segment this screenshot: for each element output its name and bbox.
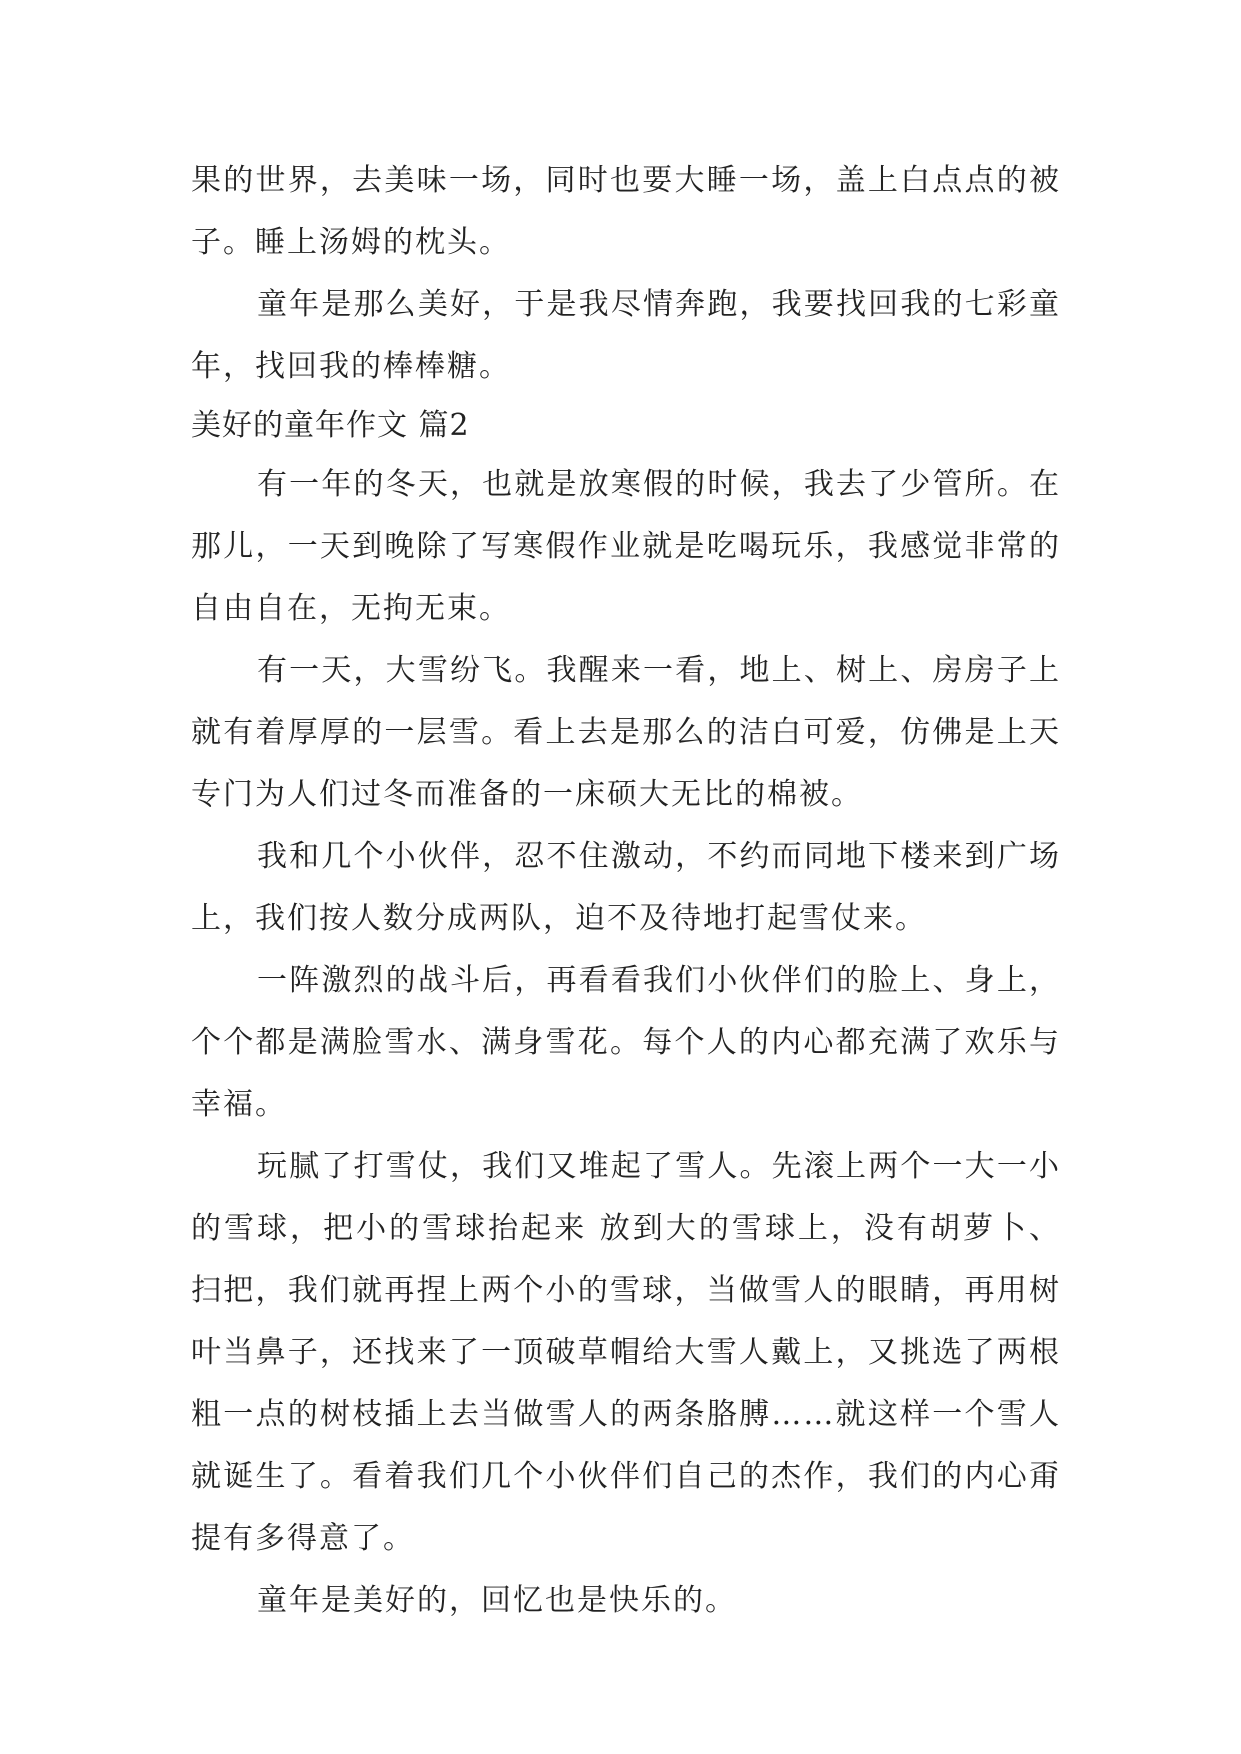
paragraph: 我和几个小伙伴，忍不住激动，不约而同地下楼来到广场上，我们按人数分成两队，迫不及待地打起雪仗来。	[191, 839, 1061, 936]
paragraph: 童年是那么美好，于是我尽情奔跑，我要找回我的七彩童年，找回我的棒棒糖。	[191, 287, 1061, 384]
section-heading: 美好的童年作文 篇2	[191, 408, 470, 443]
paragraph: 有一天，大雪纷飞。我醒来一看，地上、树上、房房子上就有着厚厚的一层雪。看上去是那么的洁白可爱，仿佛是上天专门为人们过冬而准备的一床硕大无比的棉被。	[191, 653, 1061, 812]
document-body	[191, 150, 1061, 1632]
paragraph: 一阵激烈的战斗后，再看看我们小伙伴们的脸上、身上，个个都是满脸雪水、满身雪花。每个人的内心都充满了欢乐与幸福。	[191, 963, 1061, 1122]
paragraph: 玩腻了打雪仗，我们又堆起了雪人。先滚上两个一大一小的雪球，把小的雪球抬起来 放到大的雪球上，没有胡萝卜、扫把，我们就再捏上两个小的雪球，当做雪人的眼睛，再用树叶当鼻子，还找来了一顶破草帽给大雪人戴上，又挑选了两根粗一点的树枝插上去当做雪人的两条胳膊……就这样一个雪人就诞生了。看着我们几个小伙伴们自己的杰作，我们的内心甭提有多得意了。	[191, 1149, 1061, 1556]
paragraph-continued: 果的世界，去美味一场，同时也要大睡一场，盖上白点点的被子。睡上汤姆的枕头。	[191, 163, 1061, 260]
paragraph: 童年是美好的，回忆也是快乐的。	[257, 1583, 737, 1618]
paragraph: 有一年的冬天，也就是放寒假的时候，我去了少管所。在那儿，一天到晚除了写寒假作业就是吃喝玩乐，我感觉非常的自由自在，无拘无束。	[191, 467, 1061, 626]
